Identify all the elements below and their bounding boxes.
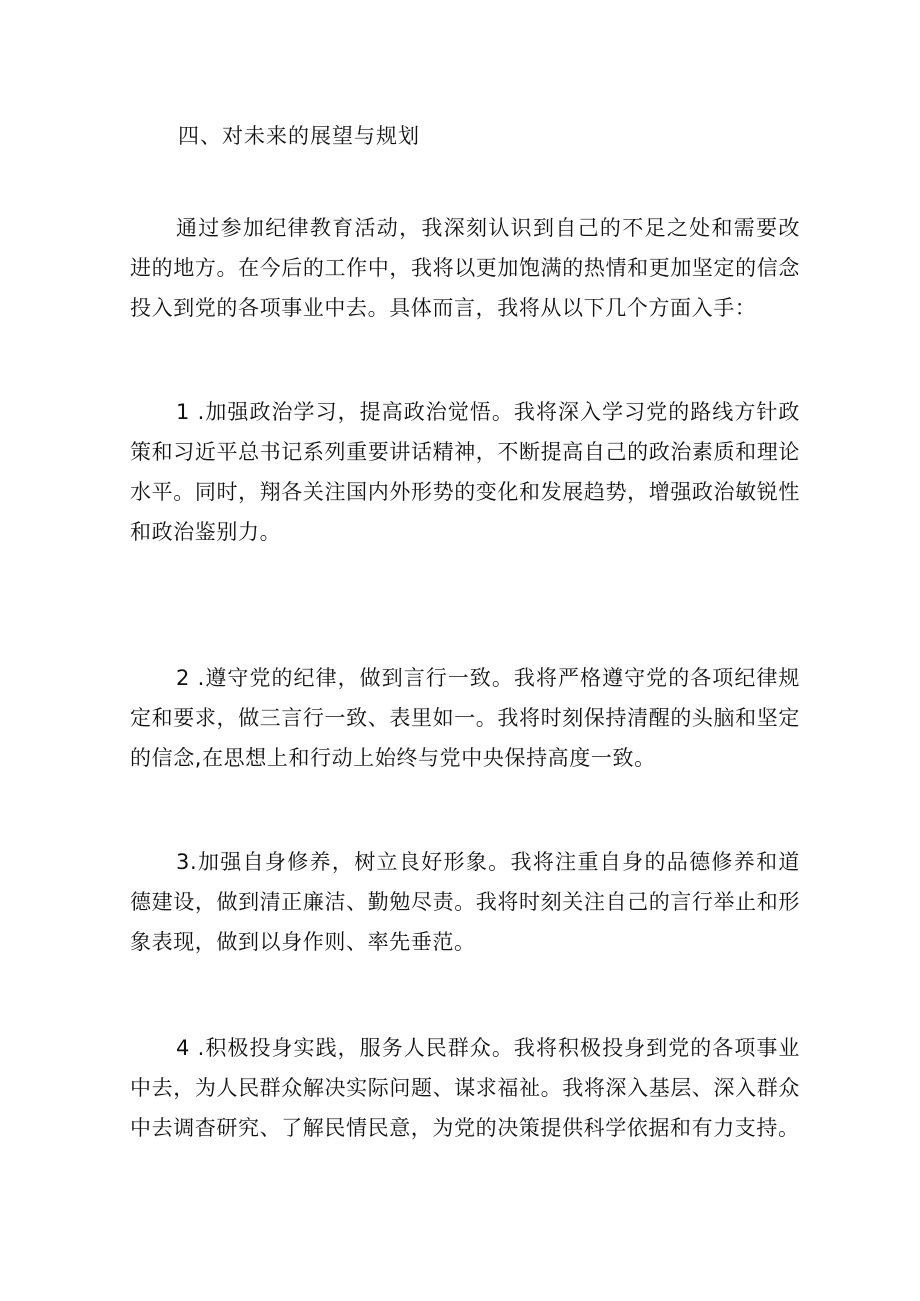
list-item-4: 4 .积极投身实践，服务人民群众。我将积极投身到党的各项事业中去，为人民群众解决实际问题、谋求福祉。我将深入基层、深入群众中去调杳研究、了解民情民意，为党的决策提供科学依据和有力支持。 bbox=[130, 1036, 800, 1140]
list-item-3: 3.加强自身修养，树立良好形象。我将注重自身的品德修养和道德建设，做到清正廉洁、勤勉尽责。我将时刻关注自己的言行举止和形象表现，做到以身作则、率先垂范。 bbox=[130, 850, 800, 954]
section-heading: 四、对未来的展望与规划 bbox=[178, 124, 420, 148]
intro-paragraph: 通过参加纪律教育活动，我深刻认识到自己的不足之处和需要改进的地方。在今后的工作中，我将以更加饱满的热情和更加坚定的信念投入到党的各项事业中去。具体而言，我将从以下几个方面入手： bbox=[130, 216, 800, 320]
list-item-2: 2 .遵守党的纪律，做到言行一致。我将严格遵守党的各项纪律规定和要求，做三言行一致、表里如一。我将时刻保持清醒的头脑和坚定的信念,在思想上和行动上始终与党中央保持高度一致。 bbox=[130, 666, 800, 770]
list-item-1: 1 .加强政治学习，提高政治觉悟。我将深入学习党的路线方针政策和习近平总书记系列重要讲话精神，不断提高自己的政治素质和理论水平。同时，翔各关注国内外形势的变化和发展趋势，增强政治敏锐性和政治鉴别力。 bbox=[130, 400, 800, 544]
